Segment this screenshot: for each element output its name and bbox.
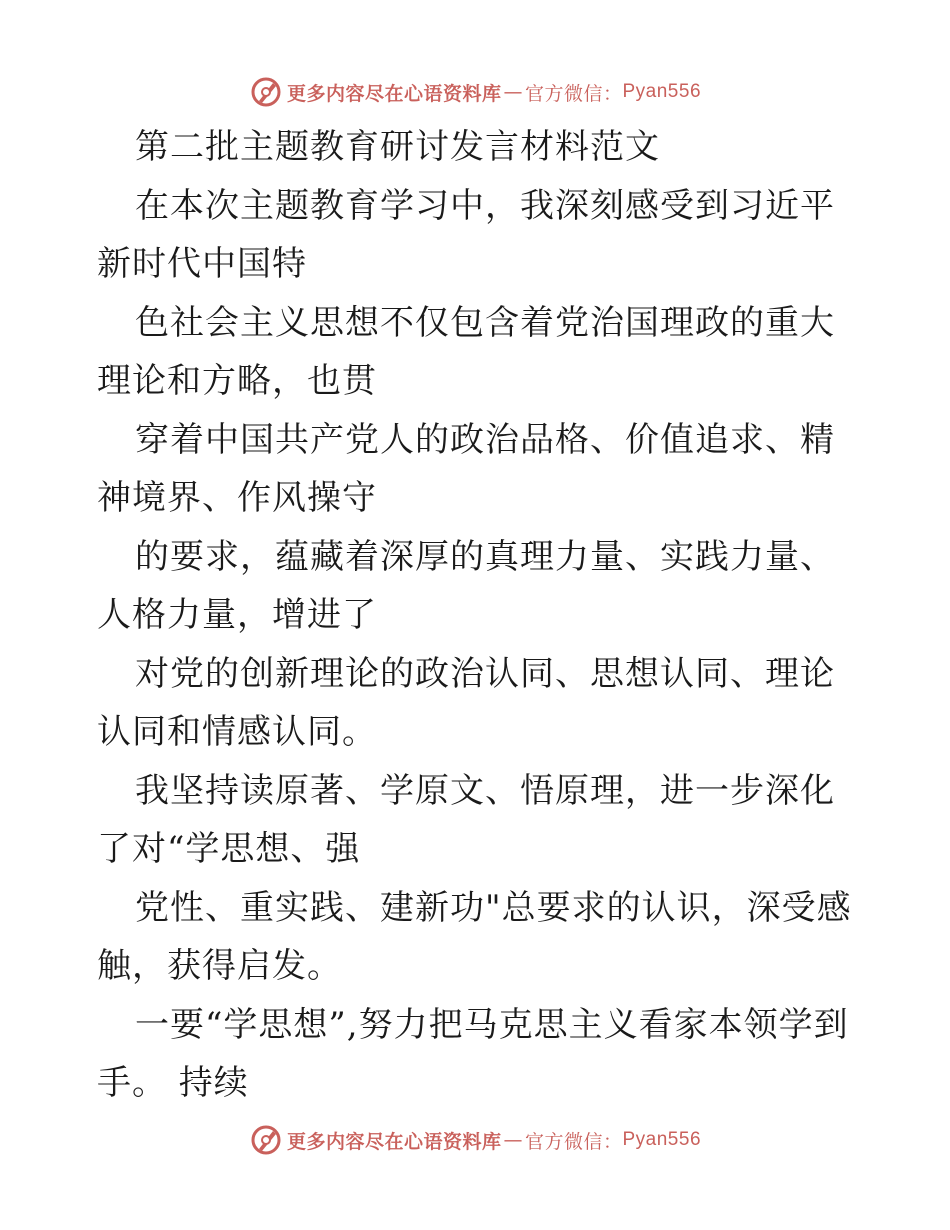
quill-circle-logo-icon — [249, 1123, 283, 1157]
document-title: 第二批主题教育研讨发言材料范文 — [135, 127, 660, 167]
paragraph: 党性、重实践、建新功"总要求的认识，深受感触，获得启发。 — [97, 887, 852, 986]
paragraph: 在本次主题教育学习中，我深刻感受到习近平新时代中国特 — [97, 185, 835, 284]
paragraph: 我坚持读原著、学原文、悟原理，进一步深化了对“学思想、强 — [97, 770, 835, 869]
banner-brand-text: 更多内容尽在心语资料库 — [286, 1130, 502, 1153]
banner-dash: — — [503, 81, 523, 103]
footer-banner — [0, 1120, 950, 1160]
paragraph: 一要“学思想”,努力把马克思主义看家本领学到手。 持续 — [97, 1004, 849, 1103]
banner-brand-text: 更多内容尽在心语资料库 — [286, 82, 502, 105]
banner-wechat-label: 官方微信： — [524, 82, 623, 105]
banner-dash: — — [503, 1129, 523, 1151]
paragraph: 的要求，蕴藏着深厚的真理力量、实践力量、人格力量，增进了 — [97, 536, 835, 635]
document-body — [97, 118, 857, 1113]
paragraph: 穿着中国共产党人的政治品格、价值追求、精神境界、作风操守 — [97, 419, 835, 518]
paragraph: 对党的创新理论的政治认同、思想认同、理论认同和情感认同。 — [97, 653, 835, 752]
paragraph: 色社会主义思想不仅包含着党治国理政的重大理论和方略，也贯 — [97, 302, 835, 401]
banner-wechat-label: 官方微信： — [524, 1130, 623, 1153]
banner-wechat-id: Pyan556 — [622, 1129, 702, 1150]
header-banner — [0, 72, 950, 112]
banner-wechat-id: Pyan556 — [622, 81, 702, 102]
quill-circle-logo-icon — [249, 75, 283, 109]
